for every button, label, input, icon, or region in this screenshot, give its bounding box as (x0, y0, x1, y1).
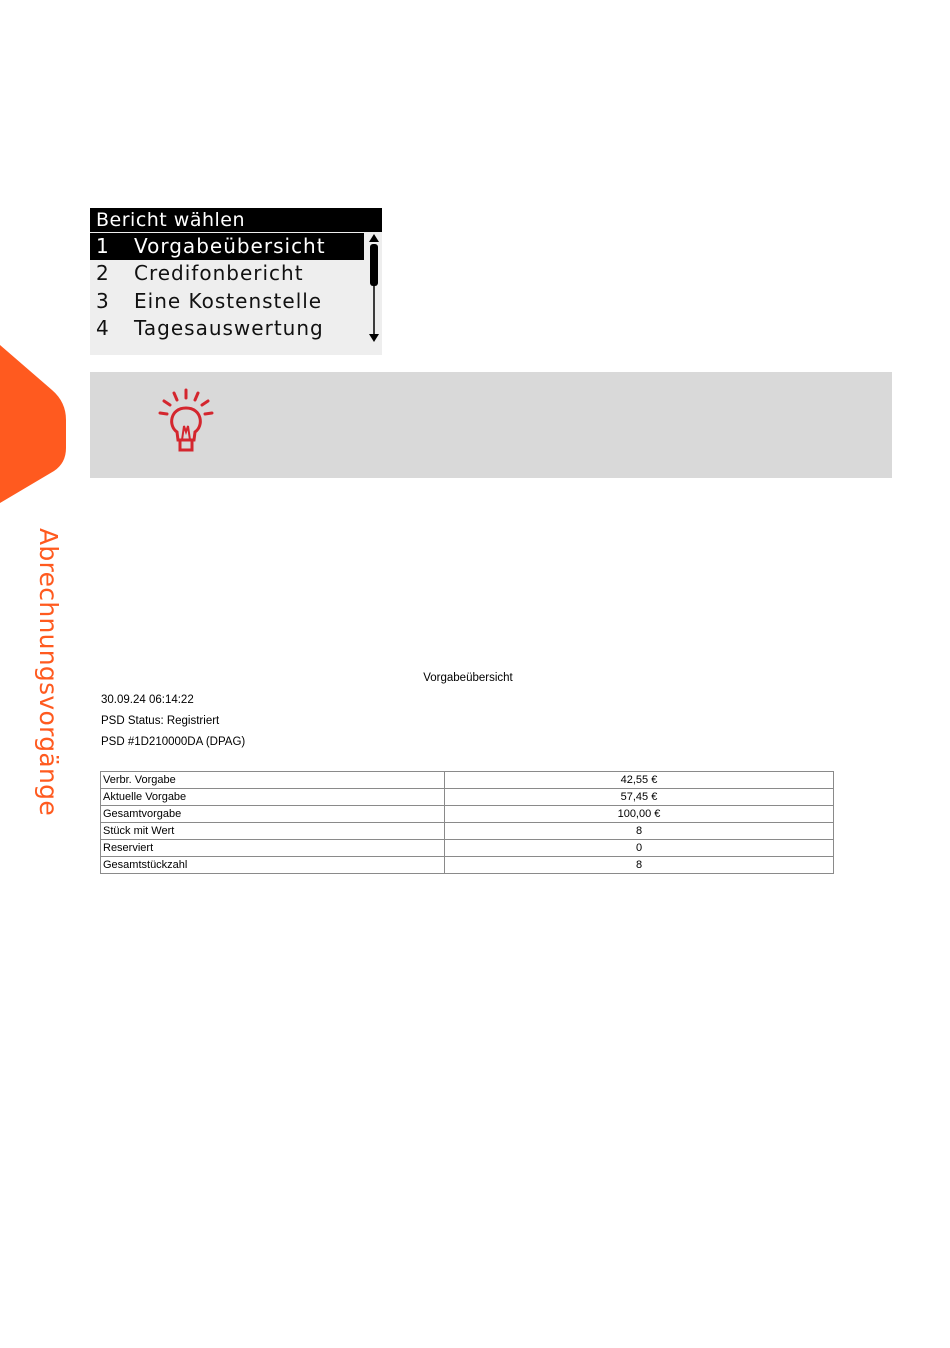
table-row (101, 772, 834, 789)
menu-item-label: Tagesauswertung (134, 316, 324, 340)
table-row (101, 823, 834, 840)
lcd-scrollbar[interactable] (366, 234, 382, 346)
table-row (101, 789, 834, 806)
menu-item-number: 2 (96, 261, 110, 285)
row-value: 0 (445, 840, 834, 857)
row-label: Gesamtstückzahl (101, 857, 445, 874)
menu-item-kostenstelle[interactable] (90, 288, 364, 315)
tip-box (90, 372, 892, 478)
row-label: Reserviert (101, 840, 445, 857)
report-table (100, 771, 834, 874)
menu-item-label: Credifonbericht (134, 261, 304, 285)
menu-item-tagesauswertung[interactable] (90, 315, 364, 342)
row-value: 57,45 € (445, 789, 834, 806)
table-row (101, 857, 834, 874)
menu-item-number: 1 (96, 234, 110, 258)
row-label: Gesamtvorgabe (101, 806, 445, 823)
menu-item-vorgabeuebersicht[interactable] (90, 233, 364, 260)
row-value: 100,00 € (445, 806, 834, 823)
menu-item-credifonbericht[interactable] (90, 260, 364, 287)
menu-item-number: 4 (96, 316, 110, 340)
report-title: Vorgabeübersicht (423, 672, 513, 684)
report-datetime: 30.09.24 06:14:22 (101, 694, 194, 706)
lcd-menu-title: Bericht wählen (90, 208, 382, 232)
row-label: Verbr. Vorgabe (101, 772, 445, 789)
menu-item-label: Eine Kostenstelle (134, 289, 323, 313)
report-printout (90, 660, 850, 900)
report-psd-id: PSD #1D210000DA (DPAG) (101, 736, 246, 748)
row-value: 8 (445, 857, 834, 874)
table-row (101, 806, 834, 823)
report-psd-status: PSD Status: Registriert (101, 715, 220, 727)
lightbulb-icon (156, 388, 216, 456)
menu-item-label: Vorgabeübersicht (134, 234, 326, 258)
menu-item-number: 3 (96, 289, 110, 313)
scrollbar-thumb[interactable] (370, 244, 378, 286)
side-tab-marker (0, 345, 66, 503)
row-value: 8 (445, 823, 834, 840)
row-label: Aktuelle Vorgabe (101, 789, 445, 806)
row-value: 42,55 € (445, 772, 834, 789)
section-label: Abrechnungsvorgänge (34, 528, 63, 817)
scroll-down-arrow-icon (369, 334, 379, 342)
lcd-menu-screen (90, 208, 382, 355)
row-label: Stück mit Wert (101, 823, 445, 840)
scroll-up-arrow-icon (369, 234, 379, 242)
table-row (101, 840, 834, 857)
